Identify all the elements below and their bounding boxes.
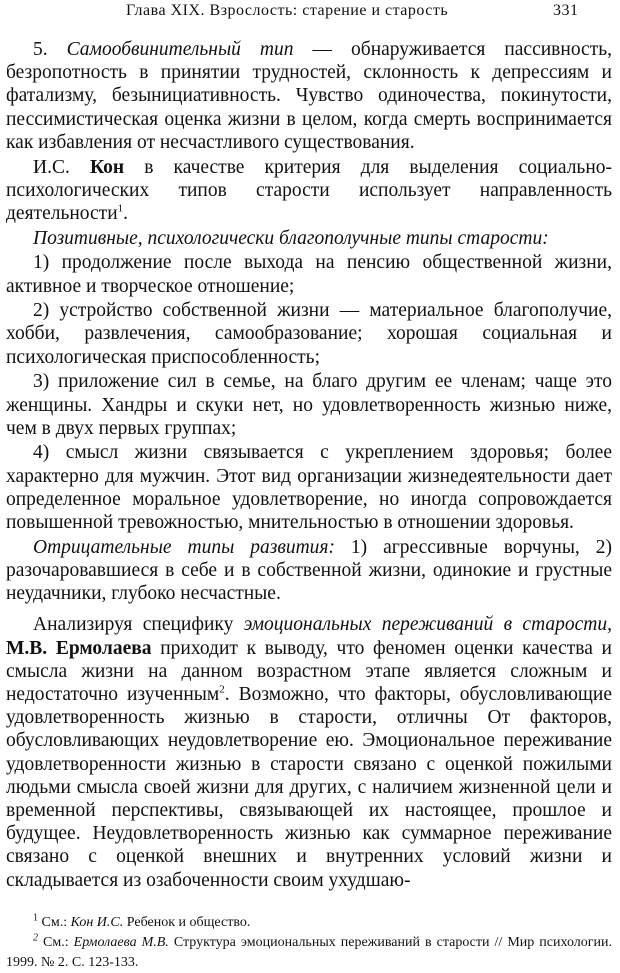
author-name: М.В. Ермолаева bbox=[6, 637, 152, 659]
paragraph-self-blaming-type bbox=[6, 38, 612, 154]
footnote-prefix: См.: bbox=[43, 935, 74, 950]
footnote-mark: 1 bbox=[33, 912, 38, 924]
footnote-text: Ребенок и общество. bbox=[123, 915, 251, 930]
paragraph-text: 1) агрессивные ворчуны, 2) разочаровавшиеся в себе и в собственной жизни, одинокие и грустные неудачники, глубоко несчастные. bbox=[6, 536, 612, 605]
main-text bbox=[6, 38, 612, 892]
negative-types-heading: Отрицательные типы развития: bbox=[33, 536, 335, 558]
footnote-mark: 2 bbox=[33, 932, 38, 944]
footnote-1 bbox=[6, 913, 612, 933]
footnotes bbox=[6, 913, 612, 973]
author-name: Кон bbox=[89, 156, 125, 178]
paragraph-text: приходит к выводу, что феномен оценки качества и смысла жизни на данном возрастном этапе является сложным и недостаточно изученным bbox=[6, 637, 612, 705]
list-item-2: 2) устройство собственной жизни — материальное благополучие, хобби, развлечения, самообразование; хорошая социальная и психологическая приспособленность; bbox=[6, 300, 612, 368]
footnote-ref-1[interactable]: 1 bbox=[117, 202, 124, 215]
paragraph-ermolaeva bbox=[6, 613, 612, 891]
list-item-3: 3) приложение сил в семье, на благо другим ее членам; чаще это женщины. Хандры и скуки нет, но удовлетворенность жизнью ниже, чем в двух первых группах; bbox=[6, 371, 612, 439]
running-header bbox=[0, 0, 620, 30]
page-number: 331 bbox=[553, 2, 579, 19]
footnote-text: Структура эмоциональных переживаний в старости // Мир психологии. 1999. № 2. С. 123-133. bbox=[6, 935, 613, 970]
footnote-prefix: См.: bbox=[41, 915, 71, 930]
paragraph-negative-types bbox=[6, 536, 612, 606]
list-item-1: 1) продолжение после выхода на пенсию общественной жизни, активное и творческое отношение; bbox=[6, 252, 612, 297]
paragraph-text: — обнаруживается пассивность, безропотность в принятии трудностей, склонность к депрессиям и фатализму, безынициативность. Чувство одиночества, покинутости, пессимистическая оценка жизни в целом, когда смерть воспринимается как избавления от несчастливого существования. bbox=[6, 39, 612, 153]
paragraph-text: Анализируя специфику bbox=[33, 614, 244, 636]
emphasized-phrase: эмоциональных переживаний в старости, bbox=[243, 614, 613, 636]
paragraph-kon bbox=[6, 156, 612, 226]
punctuation: . bbox=[123, 202, 129, 224]
paragraph-positive-types-heading: Позитивные, психологически благополучные типы старости: bbox=[33, 227, 549, 249]
footnote-2 bbox=[6, 933, 612, 973]
list-number: 5. bbox=[33, 39, 67, 60]
author-initials: И.С. bbox=[33, 156, 90, 178]
footnote-ref-2[interactable]: 2 bbox=[219, 683, 225, 696]
type-name: Самообвинительный тип bbox=[66, 39, 294, 60]
footnote-author: Кон И.С. bbox=[70, 915, 124, 930]
paragraph-text: в качестве критерия для выделения социально-психологических типов старости использует направленность деятельности bbox=[6, 156, 613, 224]
list-item-4: 4) смысл жизни связывается с укреплением здоровья; более характерно для мужчин. Этот вид организации жизнедеятельности дает определенное моральное удовлетворение, но иногда сопровождается повышенной тревожностью, мнительностью в отношении здоровья. bbox=[6, 442, 612, 534]
footnote-author: Ермолаева М.В. bbox=[73, 935, 169, 950]
chapter-title: Глава XIX. Взрослость: старение и старость bbox=[126, 2, 449, 19]
paragraph-text: . Возможно, что факторы, обусловливающие удовлетворенность жизнью в старости, отличны От факторов, обусловливающих неудовлетворение ею. Эмоциональное переживание удовлетворенности жизнью в старости связано с оценкой пожилыми людьми смысла своей жизни для других, с наличием жизненной цели и временной перспективы, связывающей их настоящее, прошлое и будущее. Неудовлетворенность жизнью как суммарное переживание связано с оценкой внешних и внутренних условий жизни и складывается из озабоченности своим ухудшаю- bbox=[6, 683, 613, 891]
